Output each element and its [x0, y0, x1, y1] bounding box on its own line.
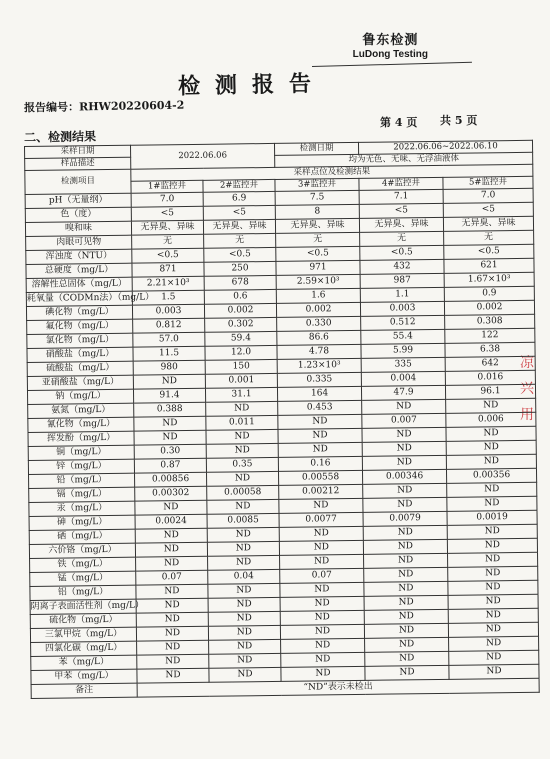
result-cell: ND — [136, 626, 208, 641]
result-cell: 7.5 — [275, 190, 359, 205]
result-cell: ND — [209, 639, 281, 654]
result-cell: 55.4 — [361, 329, 445, 344]
result-cell: ND — [278, 414, 362, 429]
result-cell: 无异臭、异味 — [359, 217, 443, 232]
result-cell: 0.002 — [444, 300, 534, 315]
result-cell: 96.1 — [445, 384, 535, 399]
result-cell: 0.004 — [361, 371, 445, 386]
result-cell: ND — [135, 500, 207, 515]
result-cell: 57.0 — [133, 332, 205, 347]
test-item-name: 硝酸盐（mg/L） — [27, 347, 133, 362]
result-cell: 无 — [132, 234, 204, 249]
result-cell: ND — [365, 665, 449, 680]
result-cell: <5 — [203, 205, 275, 220]
result-cell: ND — [137, 654, 209, 669]
result-cell: 0.35 — [206, 457, 278, 472]
stamp-char: 用 — [520, 407, 534, 423]
result-cell: ND — [136, 598, 208, 613]
test-item-name: 阴离子表面活性剂（mg/L） — [30, 599, 136, 614]
result-cell: ND — [362, 399, 446, 414]
result-cell: 7.1 — [359, 189, 443, 204]
result-cell: 1.1 — [360, 287, 444, 302]
result-cell: ND — [207, 527, 279, 542]
result-cell: ND — [362, 441, 446, 456]
result-cell: 无异臭、异味 — [275, 218, 359, 233]
test-date-label: 检测日期 — [275, 142, 359, 155]
test-date-value: 2022.06.06~2022.06.10 — [358, 140, 532, 154]
result-cell: ND — [362, 455, 446, 470]
result-cell: ND — [364, 553, 448, 568]
result-cell: ND — [135, 528, 207, 543]
result-cell: 0.0019 — [447, 510, 537, 525]
result-cell: 6.9 — [203, 191, 275, 206]
result-cell: ND — [448, 552, 538, 567]
result-cell: ND — [279, 526, 363, 541]
test-item-name: 铜（mg/L） — [28, 445, 134, 460]
test-item-name: 铅（mg/L） — [29, 473, 135, 488]
result-cell: 0.07 — [136, 570, 208, 585]
result-cell: 432 — [360, 259, 444, 274]
test-item-name: 钠（mg/L） — [27, 389, 133, 404]
result-cell: ND — [363, 525, 447, 540]
test-item-name: 汞（mg/L） — [29, 501, 135, 516]
result-cell: ND — [209, 653, 281, 668]
result-cell: ND — [137, 668, 209, 683]
page-total: 共 5 页 — [440, 114, 478, 127]
result-cell: 31.1 — [205, 387, 277, 402]
result-cell: 122 — [445, 328, 535, 343]
result-cell: 971 — [276, 260, 360, 275]
result-cell: ND — [446, 426, 536, 441]
test-item-name: 氟化物（mg/L） — [27, 319, 133, 334]
results-table-body — [25, 140, 540, 698]
result-cell: 0.30 — [134, 444, 206, 459]
result-cell: ND — [363, 539, 447, 554]
test-item-name: 氨氮（mg/L） — [28, 403, 134, 418]
result-cell: 0.003 — [360, 301, 444, 316]
result-cell: 91.4 — [133, 388, 205, 403]
test-item-name: 四氯化碳（mg/L） — [31, 641, 137, 656]
result-cell: 8 — [275, 204, 359, 219]
result-cell: 150 — [205, 359, 277, 374]
result-cell: 1.67×10³ — [444, 272, 534, 287]
result-cell: <5 — [359, 203, 443, 218]
result-cell: 2.21×10³ — [132, 276, 204, 291]
result-cell: 0.00356 — [446, 468, 536, 483]
remark-value: “ND”表示未检出 — [137, 678, 539, 697]
result-cell: ND — [448, 622, 538, 637]
sample-desc-label: 样品描述 — [25, 157, 131, 170]
test-item-name: 锌（mg/L） — [28, 459, 134, 474]
result-cell: ND — [206, 471, 278, 486]
result-cell: ND — [447, 524, 537, 539]
result-cell: 0.308 — [445, 314, 535, 329]
result-cell: ND — [279, 498, 363, 513]
result-cell: 0.812 — [133, 318, 205, 333]
result-cell: <5 — [131, 206, 203, 221]
result-cell: 0.00302 — [135, 486, 207, 501]
result-cell: 980 — [133, 360, 205, 375]
well-header: 2#监控井 — [203, 179, 275, 192]
result-cell: 0.006 — [446, 412, 536, 427]
result-cell: 12.0 — [205, 345, 277, 360]
item-label: 检测项目 — [25, 169, 131, 194]
result-cell: ND — [209, 667, 281, 682]
result-cell: 0.16 — [278, 456, 362, 471]
result-cell: 7.0 — [131, 192, 203, 207]
test-item-name: 硒（mg/L） — [29, 529, 135, 544]
page-number: 第 4 页 — [380, 116, 418, 129]
result-cell: ND — [208, 597, 280, 612]
result-cell: 0.002 — [204, 303, 276, 318]
result-cell: 47.9 — [361, 385, 445, 400]
result-cell: ND — [206, 429, 278, 444]
result-cell: 0.388 — [134, 402, 206, 417]
result-cell: ND — [448, 580, 538, 595]
brand-name-cn: 鲁东检测 — [362, 33, 419, 48]
test-item-name: pH（无量纲） — [25, 193, 131, 208]
result-cell: ND — [446, 398, 536, 413]
result-cell: 0.330 — [277, 316, 361, 331]
result-cell: ND — [446, 454, 536, 469]
result-cell: 11.5 — [133, 346, 205, 361]
test-item-name: 甲苯（mg/L） — [31, 669, 137, 684]
result-cell: ND — [447, 538, 537, 553]
result-cell: ND — [134, 416, 206, 431]
remark-label: 备注 — [31, 683, 137, 698]
result-cell: ND — [206, 443, 278, 458]
result-cell: 0.00856 — [135, 472, 207, 487]
result-cell: 0.302 — [205, 317, 277, 332]
result-cell: 0.6 — [204, 289, 276, 304]
result-cell: ND — [364, 609, 448, 624]
result-cell: ND — [447, 482, 537, 497]
points-label: 采样点位及检测结果 — [131, 164, 533, 181]
result-cell: 无 — [204, 233, 276, 248]
test-item-name: 亚硝酸盐（mg/L） — [27, 375, 133, 390]
result-cell: ND — [448, 608, 538, 623]
test-item-name: 总硬度（mg/L） — [26, 263, 132, 278]
result-cell: 0.011 — [206, 415, 278, 430]
sampling-date-label: 采样日期 — [25, 145, 131, 158]
brand-divider — [312, 62, 472, 67]
result-cell: <0.5 — [276, 246, 360, 261]
result-cell: ND — [448, 566, 538, 581]
result-cell: 987 — [360, 273, 444, 288]
result-cell: 0.00212 — [279, 484, 363, 499]
result-cell: 0.07 — [280, 568, 364, 583]
test-item-name: 氯化物（mg/L） — [27, 333, 133, 348]
result-cell: ND — [208, 583, 280, 598]
result-cell: 0.335 — [277, 372, 361, 387]
result-cell: ND — [133, 374, 205, 389]
test-item-name: 浑浊度（NTU） — [26, 249, 132, 264]
brand-block — [353, 29, 428, 60]
result-cell: ND — [208, 625, 280, 640]
result-cell: 0.007 — [362, 413, 446, 428]
result-cell: ND — [281, 652, 365, 667]
test-item-name: 耗氧量（CODMn法）（mg/L） — [26, 291, 132, 306]
result-cell: ND — [364, 623, 448, 638]
result-cell: ND — [136, 584, 208, 599]
result-cell: 642 — [445, 356, 535, 371]
result-cell: ND — [280, 610, 364, 625]
result-cell: ND — [363, 497, 447, 512]
result-cell: 59.4 — [205, 331, 277, 346]
result-cell: 0.002 — [276, 302, 360, 317]
result-cell: ND — [365, 651, 449, 666]
result-cell: ND — [281, 638, 365, 653]
test-item-name: 溶解性总固体（mg/L） — [26, 277, 132, 292]
result-cell: 0.00058 — [207, 485, 279, 500]
result-cell: 2.59×10³ — [276, 274, 360, 289]
result-cell: 0.04 — [208, 569, 280, 584]
result-cell: 1.23×10³ — [277, 358, 361, 373]
test-item-name: 锰（mg/L） — [30, 571, 136, 586]
stamp-char: 兴 — [520, 381, 534, 397]
sample-desc-value: 均为无色、无味、无浮油液体 — [275, 152, 533, 167]
result-cell: 250 — [204, 261, 276, 276]
result-cell: ND — [136, 612, 208, 627]
result-cell: 5.99 — [361, 343, 445, 358]
result-cell: <5 — [443, 202, 533, 217]
result-cell: ND — [137, 640, 209, 655]
test-item-name: 肉眼可见物 — [26, 235, 132, 250]
result-cell: 86.6 — [277, 330, 361, 345]
result-cell: ND — [364, 567, 448, 582]
result-cell: 7.0 — [443, 188, 533, 203]
result-cell: 0.001 — [205, 373, 277, 388]
result-cell: 0.00558 — [279, 470, 363, 485]
result-cell: 0.0024 — [135, 514, 207, 529]
result-cell: 0.0079 — [363, 511, 447, 526]
result-cell: ND — [364, 581, 448, 596]
stamp-char: 凉 — [520, 355, 534, 371]
well-header: 3#监控井 — [275, 178, 359, 191]
result-cell: ND — [206, 401, 278, 416]
well-header: 5#监控井 — [443, 176, 533, 189]
result-cell: 1.5 — [132, 290, 204, 305]
result-cell: 无异臭、异味 — [131, 220, 203, 235]
sampling-date-value: 2022.06.06 — [130, 143, 274, 169]
result-cell: 871 — [132, 262, 204, 277]
result-cell: 1.6 — [276, 288, 360, 303]
result-cell: ND — [207, 541, 279, 556]
test-item-name: 镉（mg/L） — [29, 487, 135, 502]
result-cell: 0.00346 — [363, 469, 447, 484]
report-number: 报告编号：RHW20220604-2 — [23, 98, 185, 115]
result-cell: ND — [208, 555, 280, 570]
well-header: 4#监控井 — [359, 177, 443, 190]
result-cell: 335 — [361, 357, 445, 372]
result-cell: 0.0077 — [279, 512, 363, 527]
test-item-name: 三氯甲烷（mg/L） — [30, 627, 136, 642]
test-item-name: 硫酸盐（mg/L） — [27, 361, 133, 376]
result-cell: 无异臭、异味 — [443, 216, 533, 231]
result-cell: 0.003 — [132, 304, 204, 319]
result-cell: 4.78 — [277, 344, 361, 359]
test-item-name: 色（度） — [25, 207, 131, 222]
result-cell: ND — [447, 496, 537, 511]
section-heading: 二、检测结果 — [23, 129, 97, 145]
result-cell: ND — [448, 594, 538, 609]
result-cell: <0.5 — [132, 248, 204, 263]
result-cell: ND — [136, 556, 208, 571]
result-cell: 0.0085 — [207, 513, 279, 528]
result-cell: 621 — [444, 258, 534, 273]
result-cell: <0.5 — [444, 244, 534, 259]
result-cell: ND — [278, 442, 362, 457]
result-cell: ND — [449, 636, 539, 651]
result-cell: ND — [281, 666, 365, 681]
test-item-name: 挥发酚（mg/L） — [28, 431, 134, 446]
result-cell: 0.016 — [445, 370, 535, 385]
test-item-name: 碘化物（mg/L） — [26, 305, 132, 320]
test-item-name: 铝（mg/L） — [30, 585, 136, 600]
result-cell: 无 — [360, 231, 444, 246]
result-cell: ND — [446, 440, 536, 455]
test-item-name: 硫化物（mg/L） — [30, 613, 136, 628]
result-cell: 0.9 — [444, 286, 534, 301]
result-cell: ND — [364, 595, 448, 610]
result-cell: 无异臭、异味 — [203, 219, 275, 234]
result-cell: ND — [449, 650, 539, 665]
result-cell: ND — [280, 554, 364, 569]
result-cell: <0.5 — [360, 245, 444, 260]
result-cell: ND — [362, 427, 446, 442]
test-item-name: 铁（mg/L） — [30, 557, 136, 572]
result-cell: 0.87 — [134, 458, 206, 473]
result-cell: ND — [449, 664, 539, 679]
test-item-name: 氰化物（mg/L） — [28, 417, 134, 432]
result-cell: ND — [134, 430, 206, 445]
report-title: 检测报告 — [177, 70, 327, 100]
result-cell: ND — [280, 624, 364, 639]
result-cell: ND — [208, 611, 280, 626]
result-cell: ND — [280, 582, 364, 597]
result-cell: 无 — [276, 232, 360, 247]
test-item-name: 苯（mg/L） — [31, 655, 137, 670]
result-cell: 164 — [277, 386, 361, 401]
well-header: 1#监控井 — [131, 180, 203, 193]
result-cell: <0.5 — [204, 247, 276, 262]
results-table-wrapper — [24, 140, 539, 699]
result-cell: ND — [279, 540, 363, 555]
result-cell: 0.453 — [278, 400, 362, 415]
result-cell: ND — [207, 499, 279, 514]
results-table — [24, 140, 540, 699]
test-item-name: 六价铬（mg/L） — [29, 543, 135, 558]
result-cell: ND — [135, 542, 207, 557]
result-cell: 无 — [444, 230, 534, 245]
result-cell: 0.512 — [361, 315, 445, 330]
brand-name-en: LuDong Testing — [352, 49, 428, 60]
result-cell: ND — [280, 596, 364, 611]
result-cell: ND — [365, 637, 449, 652]
result-cell: 678 — [204, 275, 276, 290]
test-item-name: 砷（mg/L） — [29, 515, 135, 530]
result-cell: ND — [363, 483, 447, 498]
test-item-name: 嗅和味 — [25, 221, 131, 236]
result-cell: ND — [278, 428, 362, 443]
result-cell: 6.38 — [445, 342, 535, 357]
